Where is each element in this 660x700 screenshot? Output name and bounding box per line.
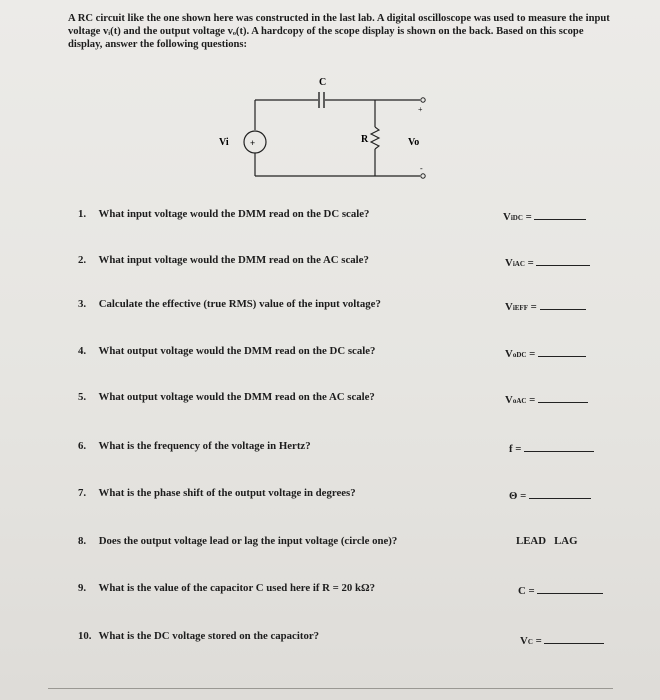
- question-2: 2. What input voltage would the DMM read on the AC scale?: [78, 254, 369, 266]
- vi-label: Vi: [219, 137, 229, 148]
- question-4: 4. What output voltage would the DMM read on the DC scale?: [78, 345, 376, 357]
- answer-blank-1[interactable]: [534, 208, 586, 220]
- answer-4: VoDC =: [505, 345, 586, 360]
- answer-blank-9[interactable]: [537, 582, 603, 594]
- resistor-label: R: [361, 134, 369, 145]
- answer-1: ViDC =: [503, 208, 586, 223]
- intro-paragraph: A RC circuit like the one shown here was constructed in the last lab. A digital oscilloscope was used to measure the input voltage vᵢ(t) and the output voltage vₒ(t). A hardcopy of the scope display is shown on the back. Based on this scope display, answer the following questions:: [68, 13, 610, 50]
- source-plus-label: +: [250, 138, 256, 148]
- answer-blank-10[interactable]: [544, 632, 604, 644]
- answer-10: VC =: [520, 632, 604, 647]
- capacitor-label: C: [319, 77, 327, 88]
- question-7: 7. What is the phase shift of the output voltage in degrees?: [78, 487, 356, 499]
- question-8: 8. Does the output voltage lead or lag the input voltage (circle one)?: [78, 535, 398, 547]
- vo-label: Vo: [408, 137, 420, 148]
- answer-blank-6[interactable]: [524, 440, 594, 452]
- answer-blank-7[interactable]: [529, 487, 591, 499]
- answer-6: f =: [509, 440, 594, 455]
- question-6: 6. What is the frequency of the voltage in Hertz?: [78, 440, 311, 452]
- answer-5: VoAC =: [505, 391, 588, 406]
- rc-circuit-diagram: [219, 72, 445, 192]
- answer-blank-3[interactable]: [540, 298, 586, 310]
- question-10: 10. What is the DC voltage stored on the capacitor?: [78, 630, 320, 642]
- answer-7: Θ =: [509, 487, 591, 502]
- output-minus-label: -: [420, 164, 423, 173]
- output-plus-label: +: [418, 105, 423, 114]
- answer-blank-4[interactable]: [538, 345, 586, 357]
- answer-blank-5[interactable]: [538, 391, 588, 403]
- question-1: 1. What input voltage would the DMM read on the DC scale?: [78, 208, 370, 220]
- answer-2: ViAC =: [505, 254, 590, 269]
- resistor-icon: [371, 127, 379, 149]
- output-plus-terminal: [421, 98, 425, 102]
- question-5: 5. What output voltage would the DMM read on the AC scale?: [78, 391, 375, 403]
- question-3: 3. Calculate the effective (true RMS) value of the input voltage?: [78, 298, 381, 310]
- lead-lag-choice[interactable]: LEAD LAG: [516, 535, 578, 547]
- page-bottom-rule: [48, 688, 613, 689]
- output-minus-terminal: [421, 174, 425, 178]
- answer-3: ViEFF =: [505, 298, 586, 313]
- answer-blank-2[interactable]: [536, 254, 590, 266]
- question-9: 9. What is the value of the capacitor C used here if R = 20 kΩ?: [78, 582, 376, 594]
- answer-9: C =: [518, 582, 603, 597]
